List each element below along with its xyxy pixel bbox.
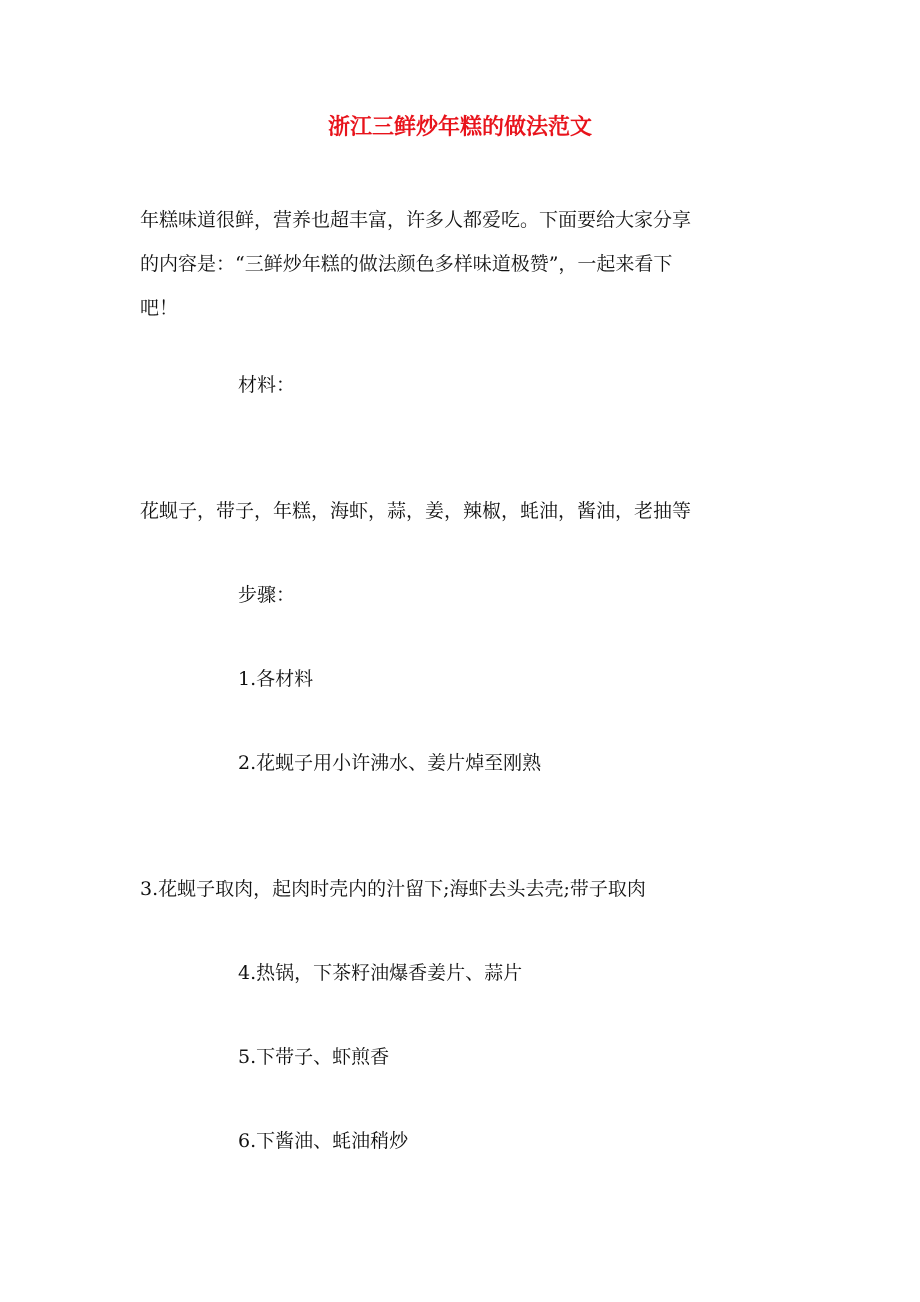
intro-paragraph [140,198,780,330]
steps-heading: 步骤： [238,584,296,606]
document-title: 浙江三鲜炒年糕的做法范文 [327,114,592,140]
step-item: 2.花蚬子用小许沸水、姜片焯至刚熟 [238,752,542,774]
step-item: 4.热锅，下茶籽油爆香姜片、蒜片 [238,962,523,984]
intro-line: 的内容是：“三鲜炒年糕的做法颜色多样味道极赞”，一起来看下 [140,253,673,275]
step-item: 3.花蚬子取肉，起肉时壳内的汁留下;海虾去头去壳;带子取肉 [140,878,646,900]
intro-line: 吧！ [140,297,179,319]
materials-list: 花蚬子，带子，年糕，海虾，蒜，姜，辣椒，蚝油，酱油，老抽等 [140,500,692,522]
step-item: 1.各材料 [238,668,314,690]
intro-line: 年糕味道很鲜，营养也超丰富，许多人都爱吃。下面要给大家分享 [140,209,692,231]
step-item: 5.下带子、虾煎香 [238,1046,390,1068]
step-item: 6.下酱油、蚝油稍炒 [238,1130,409,1152]
materials-heading: 材料： [238,374,296,396]
